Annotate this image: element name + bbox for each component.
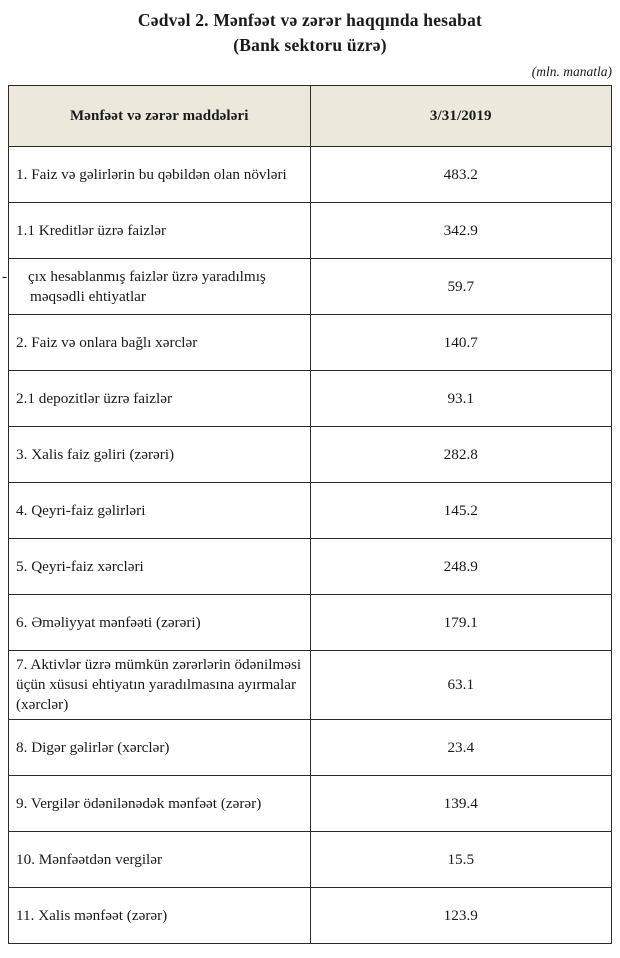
row-label: 3. Xalis faiz gəliri (zərəri) xyxy=(9,427,311,483)
table-row xyxy=(9,315,612,371)
row-value: 139.4 xyxy=(310,776,612,832)
table-row xyxy=(9,539,612,595)
row-value: 59.7 xyxy=(310,259,612,315)
profit-loss-table xyxy=(2,85,612,944)
dash-marker: - xyxy=(2,267,8,285)
table-row xyxy=(9,427,612,483)
title-line-2: (Bank sektoru üzrə) xyxy=(233,35,387,55)
row-value: 23.4 xyxy=(310,720,612,776)
row-value: 248.9 xyxy=(310,539,612,595)
row-value: 342.9 xyxy=(310,203,612,259)
column-header-item: Mənfəət və zərər maddələri xyxy=(9,86,311,147)
units-note: (mln. manatla) xyxy=(531,64,612,79)
table-row xyxy=(9,651,612,720)
row-label: 5. Qeyri-faiz xərcləri xyxy=(9,539,311,595)
row-label: 1. Faiz və gəlirlərin bu qəbildən olan növləri xyxy=(9,147,311,203)
row-label: 4. Qeyri-faiz gəlirləri xyxy=(9,483,311,539)
column-header-date: 3/31/2019 xyxy=(310,86,612,147)
row-value: 179.1 xyxy=(310,595,612,651)
row-label: 6. Əməliyyat mənfəəti (zərəri) xyxy=(9,595,311,651)
row-label: 9. Vergilər ödənilənədək mənfəət (zərər) xyxy=(9,776,311,832)
title-line-1: Cədvəl 2. Mənfəət və zərər haqqında hesabat xyxy=(137,10,483,30)
table-row xyxy=(9,259,612,315)
row-value: 15.5 xyxy=(310,832,612,888)
row-value: 140.7 xyxy=(310,315,612,371)
table-row xyxy=(9,832,612,888)
row-label: 10. Mənfəətdən vergilər xyxy=(9,832,311,888)
row-label: 8. Digər gəlirlər (xərclər) xyxy=(9,720,311,776)
row-value: 63.1 xyxy=(310,651,612,720)
row-label: 1.1 Kreditlər üzrə faizlər xyxy=(9,203,311,259)
row-label xyxy=(2,259,311,315)
table-row xyxy=(9,203,612,259)
row-label-text: çıx hesablanmış faizlər üzrə yaradılmış məqsədli ehtiyatlar xyxy=(28,267,266,305)
row-value: 93.1 xyxy=(310,371,612,427)
table-row xyxy=(9,720,612,776)
table-row xyxy=(9,147,612,203)
row-value: 123.9 xyxy=(310,888,612,944)
document-title xyxy=(0,0,620,58)
row-label: 7. Aktivlər üzrə mümkün zərərlərin ödənilməsi üçün xüsusi ehtiyatın yaradılmasına ayırmalar (xərclər) xyxy=(9,651,311,720)
table-row xyxy=(9,371,612,427)
table-row xyxy=(9,776,612,832)
row-label: 2.1 depozitlər üzrə faizlər xyxy=(9,371,311,427)
table-row xyxy=(9,888,612,944)
row-value: 145.2 xyxy=(310,483,612,539)
row-value: 483.2 xyxy=(310,147,612,203)
table-row xyxy=(9,483,612,539)
row-label: 11. Xalis mənfəət (zərər) xyxy=(9,888,311,944)
row-label: 2. Faiz və onlara bağlı xərclər xyxy=(9,315,311,371)
table-row xyxy=(9,595,612,651)
table-header-row xyxy=(9,86,612,147)
row-value: 282.8 xyxy=(310,427,612,483)
